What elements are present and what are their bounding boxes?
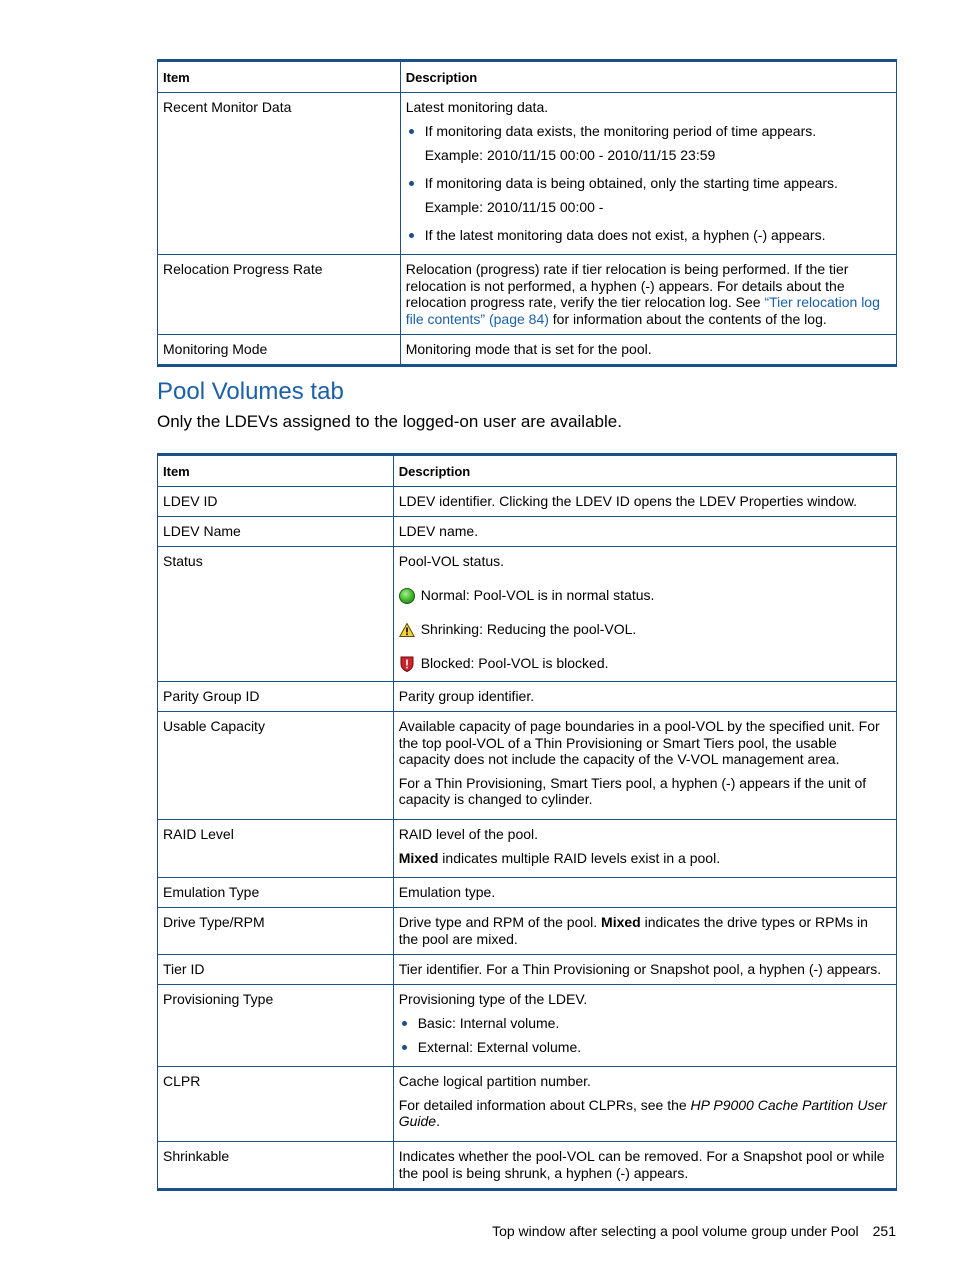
row-item-raid-level: RAID Level xyxy=(158,820,394,878)
bullet-list xyxy=(406,123,891,244)
row-item-ldev-id: LDEV ID xyxy=(158,487,394,517)
description-text: Latest monitoring data. xyxy=(405,99,549,115)
description-text xyxy=(399,850,891,867)
list-item: Basic: Internal volume. xyxy=(399,1015,891,1032)
row-item-parity-group-id: Parity Group ID xyxy=(158,682,394,712)
blocked-shield-icon xyxy=(399,656,415,672)
row-description xyxy=(393,712,896,820)
status-normal xyxy=(399,587,891,604)
row-item-drive-type-rpm: Drive Type/RPM xyxy=(158,908,394,955)
description-text: RAID level of the pool. xyxy=(398,826,539,842)
description-text: indicates multiple RAID levels exist in a pool. xyxy=(438,850,721,866)
list-item xyxy=(406,175,891,216)
description-text: Pool-VOL status. xyxy=(398,553,505,569)
table-row xyxy=(158,682,897,712)
row-item-shrinkable: Shrinkable xyxy=(158,1142,394,1190)
description-text: For detailed information about CLPRs, see the xyxy=(398,1096,691,1113)
row-description: LDEV name. xyxy=(393,517,896,547)
column-header-description: Description xyxy=(393,455,896,487)
list-item xyxy=(406,227,891,244)
row-description: Parity group identifier. xyxy=(393,682,896,712)
row-item-recent-monitor-data: Recent Monitor Data xyxy=(158,93,401,255)
column-header-description: Description xyxy=(400,61,896,93)
table-row xyxy=(158,878,897,908)
table-row xyxy=(158,93,897,255)
description-text: Relocation (progress) rate if tier relocation is being performed. If the tier relocation is not performed, a hyphen (-) appears. For details about the relocation progress rate, verify the tier relocation log. See xyxy=(405,261,849,310)
row-description: Tier identifier. For a Thin Provisioning or Snapshot pool, a hyphen (-) appears. xyxy=(393,955,896,985)
table-row xyxy=(158,955,897,985)
description-text: . xyxy=(436,1113,440,1129)
table-row xyxy=(158,1067,897,1142)
description-text: Cache logical partition number. xyxy=(398,1073,591,1089)
status-text: Blocked: Pool-VOL is blocked. xyxy=(420,655,609,671)
row-description: Emulation type. xyxy=(393,878,896,908)
list-item: External: External volume. xyxy=(399,1039,891,1056)
bullet-text: If the latest monitoring data does not exist, a hyphen (-) appears. xyxy=(424,227,826,243)
row-description xyxy=(393,985,896,1067)
bold-term: Mixed xyxy=(398,850,439,866)
description-text: Available capacity of page boundaries in a pool-VOL by the specified unit. For the top pool-VOL of a Thin Provisioning or Smart Tiers pool, the usable capacity does not include the capacity of the V-VOL management area. xyxy=(398,718,880,767)
bullet-list xyxy=(399,1015,891,1056)
row-item-emulation-type: Emulation Type xyxy=(158,878,394,908)
status-shrinking xyxy=(399,621,891,638)
table-row xyxy=(158,1142,897,1190)
section-intro: Only the LDEVs assigned to the logged-on user are available. xyxy=(157,412,622,431)
row-description: Indicates whether the pool-VOL can be removed. For a Snapshot pool or while the pool is being shrunk, a hyphen (-) appears. xyxy=(393,1142,896,1190)
row-description xyxy=(393,547,896,682)
row-description: Monitoring mode that is set for the pool. xyxy=(400,335,896,366)
description-text xyxy=(399,1097,891,1130)
row-item-monitoring-mode: Monitoring Mode xyxy=(158,335,401,366)
status-text: Normal: Pool-VOL is in normal status. xyxy=(420,587,655,603)
row-description xyxy=(393,908,896,955)
description-text: Drive type and RPM of the pool. xyxy=(398,914,602,930)
description-text: indicates the drive types or RPMs in the pool are mixed. xyxy=(398,914,868,947)
table-row xyxy=(158,820,897,878)
row-description xyxy=(400,255,896,335)
table-row xyxy=(158,487,897,517)
pool-volumes-table xyxy=(157,453,897,1191)
table-row xyxy=(158,712,897,820)
tier-relocation-log-link[interactable]: “Tier relocation log file contents” (page 84) xyxy=(405,294,880,327)
bullet-text: If monitoring data exists, the monitoring period of time appears. xyxy=(424,123,817,139)
description-text: Provisioning type of the LDEV. xyxy=(398,991,588,1007)
bold-term: Mixed xyxy=(601,914,641,930)
table-header-row xyxy=(158,455,897,487)
example-text: Example: 2010/11/15 00:00 - xyxy=(424,199,604,215)
example-text: Example: 2010/11/15 00:00 - 2010/11/15 23:59 xyxy=(424,147,716,163)
green-circle-icon xyxy=(399,588,415,604)
page-number: 251 xyxy=(872,1223,896,1239)
table-row xyxy=(158,985,897,1067)
table-row xyxy=(158,335,897,366)
warning-triangle-icon xyxy=(399,622,415,638)
description-text: For a Thin Provisioning, Smart Tiers pool, a hyphen (-) appears if the unit of capacity is changed to cylinder. xyxy=(398,774,867,807)
description-text: for information about the contents of the log. xyxy=(548,310,827,327)
table-header-row xyxy=(158,61,897,93)
monitor-info-table xyxy=(157,59,897,367)
table-row xyxy=(158,255,897,335)
row-item-usable-capacity: Usable Capacity xyxy=(158,712,394,820)
row-description xyxy=(393,820,896,878)
table-row xyxy=(158,547,897,682)
row-description xyxy=(400,93,896,255)
column-header-item: Item xyxy=(158,455,394,487)
table-row xyxy=(158,517,897,547)
guide-title: HP P9000 Cache Partition User Guide xyxy=(398,1096,887,1129)
page-footer xyxy=(492,1222,896,1240)
row-item-ldev-name: LDEV Name xyxy=(158,517,394,547)
section-title: Pool Volumes tab xyxy=(157,378,344,405)
table-row xyxy=(158,908,897,955)
list-item xyxy=(406,123,891,164)
row-item-provisioning-type: Provisioning Type xyxy=(158,985,394,1067)
row-description xyxy=(393,1067,896,1142)
row-item-relocation-progress-rate: Relocation Progress Rate xyxy=(158,255,401,335)
row-item-tier-id: Tier ID xyxy=(158,955,394,985)
bullet-text: If monitoring data is being obtained, only the starting time appears. xyxy=(424,175,838,191)
footer-title: Top window after selecting a pool volume group under Pool xyxy=(492,1223,859,1239)
status-text: Shrinking: Reducing the pool-VOL. xyxy=(420,621,637,637)
row-item-clpr: CLPR xyxy=(158,1067,394,1142)
row-description: LDEV identifier. Clicking the LDEV ID opens the LDEV Properties window. xyxy=(393,487,896,517)
column-header-item: Item xyxy=(158,61,401,93)
row-item-status: Status xyxy=(158,547,394,682)
status-blocked xyxy=(399,655,891,672)
